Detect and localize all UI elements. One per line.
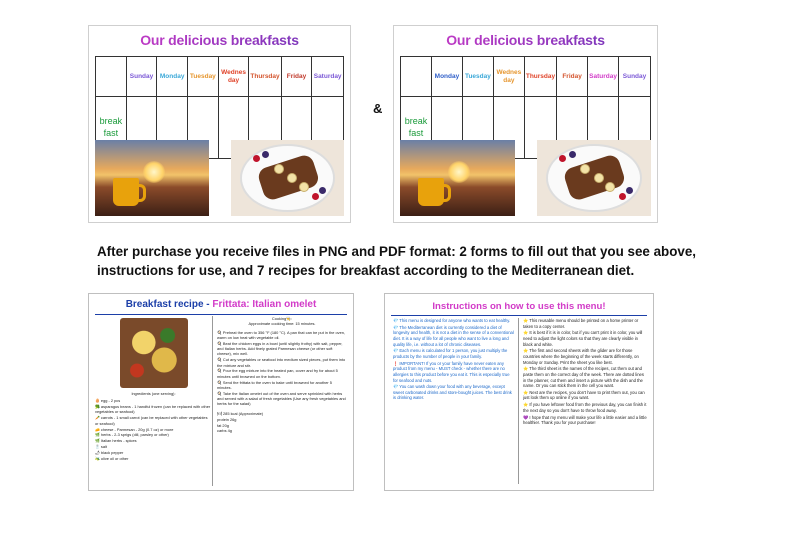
ingredient-item: 🧀 cheese - Parmesan - 20g (0.7 oz) or more	[95, 426, 174, 432]
coffee-mug	[418, 178, 444, 206]
day-header: Thursday	[525, 57, 557, 97]
ingredient-item: 🥚 egg - 2 pcs	[95, 398, 121, 404]
instructions-title: Instructions on how to use this menu!	[432, 301, 606, 312]
instruction-item: ⭐ If you have leftover food from the previous day, you can finish it the next day so you don't have to throw food away.	[523, 402, 647, 413]
cooking-step: 🍳 Send the frittata to the oven to bake until browned for another 5 minutes.	[217, 379, 332, 390]
sun-glow	[448, 161, 470, 183]
ingredient-item: 🧂 salt	[95, 444, 107, 450]
cooking-step: 🍳 Cut any vegetables or seafood into medium sized pieces, put them into the mixture and stir.	[217, 357, 346, 368]
day-header: Sunday	[619, 57, 650, 97]
cooking-time: Approximate cooking time: 15 minutes.	[248, 321, 316, 327]
ingredient-item: 🫒 olive oil or other	[95, 456, 129, 462]
day-header: Tuesday	[188, 57, 219, 97]
form-title: Our delicious breakfasts	[89, 32, 350, 48]
form-title: Our delicious breakfasts	[394, 32, 657, 48]
day-header: Tuesday	[463, 57, 494, 97]
day-header: Wednes day	[219, 57, 250, 97]
cooking-step: 🍳 Take the Italian omelet out of the oven and serve sprinkled with herbs and served with a salad of fresh vegetables (Use any fresh vegetables and herbs for the salad)	[217, 390, 346, 407]
photo-strip	[400, 140, 651, 216]
cooking-step: 🍳 Beat the chicken eggs in a bowl (until slightly frothy) with salt, pepper, and Italian herbs. Add finely grated Parmesan cheese (or other soft cheese), mix well.	[217, 340, 343, 357]
recipe-page	[88, 293, 354, 491]
banana-slice	[274, 164, 284, 174]
breakfast-row-label: break fast	[401, 97, 432, 158]
instruction-item: ❗ IMPORTANT! If you or your family have never eaten any product from my menu - MUST check - whether there are no allergies to this product before you eat it. This is especially true for seafood and nuts.	[393, 360, 510, 383]
ingredient-item: 🥦 asparagus beans - 1 handful frozen (can be replaced with other vegetables or seafood)	[95, 404, 211, 415]
nutrition-line: protein 26g	[217, 416, 237, 422]
instruction-item: ⭐ This reusable menu should be printed on a home printer or taken to a copy center.	[523, 318, 639, 329]
berry	[626, 187, 633, 194]
purchase-description: After purchase you receive files in PNG and PDF format: 2 forms to fill out that you see above, instructions for use, and 7 recipes for breakfast according to the Mediterranean diet.	[97, 244, 696, 278]
nutrition-line: 🍽 285 kcal (Approximate)	[217, 410, 264, 416]
instruction-item: 💎 Each menu is calculated for 1 person, you just multiply the products by the number of people in your family.	[393, 348, 508, 359]
cooking-steps	[217, 330, 347, 407]
instructions-left-column	[393, 318, 519, 484]
sunrise-coffee-photo	[400, 140, 515, 216]
sunrise-coffee-photo	[95, 140, 209, 216]
recipe-title	[89, 299, 353, 310]
recipe-title-dish: Frittata: Italian omelet	[212, 299, 317, 310]
day-header: Wednes day	[494, 57, 525, 97]
frittata-photo	[120, 318, 188, 388]
nutrition-line: fat 20g	[217, 422, 229, 428]
day-header: Sunday	[127, 57, 158, 97]
instruction-item: 💎 This menu is designed for anyone who wants to eat healthy.	[393, 318, 511, 323]
coffee-mug	[113, 178, 139, 206]
toast-plate-photo	[231, 140, 345, 216]
instruction-item: ⭐ The first and second sheets with the glider are for those countries where the beginning of the week starts differently, on Monday or Sunday. Print the sheet you like best.	[523, 348, 639, 365]
banana-slice	[299, 182, 309, 192]
title-divider	[391, 315, 647, 316]
instruction-item: ⭐ Next are the recipes, you don't have to print them out, you can just look them up online if you want.	[523, 389, 645, 401]
cooking-step: 🍳 Preheat the oven to 356 °F (180 °C). A pan that can be put in the oven, warm on low heat with vegetable oil.	[217, 329, 345, 340]
instruction-item: 💜 I hope that my menu will make your life a little easier and a little healthier. Thank you for your purchase!	[523, 414, 647, 426]
planner-form-monday-start	[393, 25, 658, 223]
ingredients-column	[95, 316, 213, 486]
day-header: Saturday	[588, 57, 619, 97]
berry	[569, 151, 576, 158]
ampersand: &	[373, 101, 383, 116]
instruction-item: ⭐ The third sheet is the names of the recipes, cut them out and paste them on the correct day of the week. There are dotted lines in the planner, cut them and insert a picture with the dish and the name. Or you can stick them in the cell you want.	[523, 366, 644, 389]
instruction-item: ⭐ It is best if it is in color, but if you can't print it in color, you will need to adjust the light colors so that they are clearly visible in black and white.	[523, 330, 643, 347]
day-header: Thursday	[249, 57, 281, 97]
banana-slice	[605, 182, 615, 192]
ingredients-list	[95, 398, 212, 461]
day-header: Monday	[157, 57, 188, 97]
berry	[262, 151, 269, 158]
planner-form-sunday-start	[88, 25, 351, 223]
photo-strip	[95, 140, 344, 216]
ingredient-item: 🌿 Italian herbs - spices	[95, 438, 137, 444]
title-divider	[95, 314, 347, 315]
ingredient-item: 🥕 carrots - 1 small carrot (can be replaced with other vegetables or seafood)	[95, 415, 208, 426]
ingredient-item: 🌶 black pepper	[95, 450, 124, 456]
grid-corner-cell	[96, 57, 127, 97]
nutrition-line: carbs 4g	[217, 428, 232, 434]
recipe-title-prefix: Breakfast recipe -	[125, 299, 213, 310]
instruction-item: 💎 You can wash down your food with any beverage, except sweet carbonated drinks and store-bought juices. The best drink is drinking water.	[393, 384, 512, 401]
day-header: Friday	[282, 57, 313, 97]
instructions-page	[384, 293, 654, 491]
day-header: Monday	[432, 57, 463, 97]
sun-glow	[143, 161, 165, 183]
cooking-step: 🍳 Pour the egg mixture into the heated pan, cover and fry for about 5 minutes until browned on the bottom.	[217, 368, 338, 379]
cooking-title: Cooking👨‍🍳:	[271, 316, 293, 321]
ingredients-title: Ingredients (one serving):	[131, 391, 176, 396]
day-header: Saturday	[312, 57, 343, 97]
day-header: Friday	[557, 57, 588, 97]
instruction-item: 💎 The Mediterranean diet is currently considered a diet of longevity and health, it is not a diet in the sense of a conventional diet. It is a way of life for all people who want to live a long and quality life, i.e. without a lot of chronic diseases.	[393, 324, 514, 347]
instructions-right-column	[523, 318, 647, 484]
cooking-column	[217, 316, 347, 486]
ingredient-item: 🌿 herbs - 2-3 sprigs (dill, parsley or other)	[95, 432, 169, 438]
breakfast-row-label: break fast	[96, 97, 127, 158]
toast-plate-photo	[537, 140, 652, 216]
nutrition-info	[217, 411, 347, 434]
grid-corner-cell	[401, 57, 432, 97]
